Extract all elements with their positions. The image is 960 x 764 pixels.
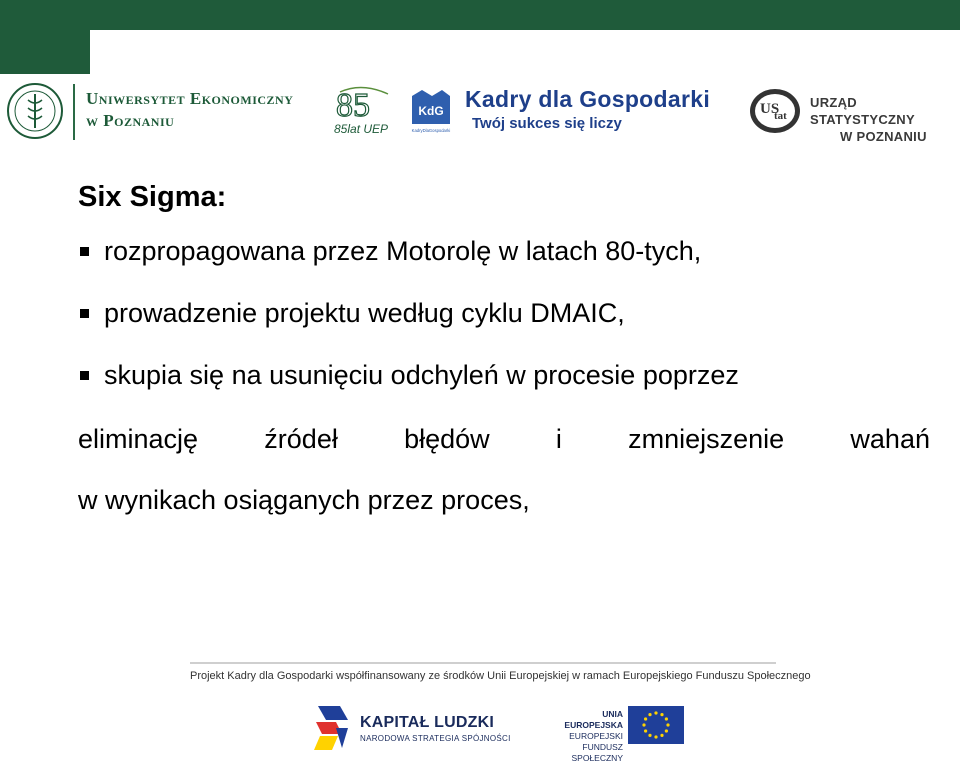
eu-star-icon	[644, 729, 647, 732]
eu-line3: FUNDUSZ SPOŁECZNY	[571, 742, 623, 763]
header-band	[0, 0, 960, 30]
eu-star-icon	[648, 734, 651, 737]
eu-star-icon	[665, 717, 668, 720]
bullet-continuation-line2: w wynikach osiąganych przez proces,	[78, 485, 530, 515]
eu-star-icon	[648, 713, 651, 716]
kapital-ludzki-logo-icon	[312, 698, 354, 754]
kdg-badge-subtext: KadryDlaGospodarki	[411, 128, 451, 133]
eu-star-icon	[654, 711, 657, 714]
eu-star-icon	[666, 723, 669, 726]
logo-row	[0, 74, 960, 146]
eu-star-icon	[644, 717, 647, 720]
statistics-office-line1: URZĄD STATYSTYCZNY	[810, 95, 915, 127]
eu-line1: UNIA EUROPEJSKA	[564, 709, 623, 730]
bullet-text: rozpropagowana przez Motorolę w latach 80-tych,	[104, 236, 702, 266]
word: wahań	[850, 424, 930, 454]
kdg-badge-text: KdG	[418, 104, 444, 118]
word: źródeł	[264, 424, 338, 454]
anniversary-text: 85lat UEP	[334, 122, 389, 136]
bullet-item	[78, 235, 930, 268]
word: i	[555, 424, 562, 454]
bullet-item	[78, 297, 930, 330]
eu-line2: EUROPEJSKI	[569, 731, 623, 741]
kapital-ludzki-title: KAPITAŁ LUDZKI	[360, 714, 495, 731]
anniversary-number: 85	[336, 87, 370, 124]
statistics-office-logo-icon	[748, 86, 802, 136]
kdg-logo-icon	[408, 86, 454, 136]
statistics-office-name	[810, 94, 960, 145]
project-title: Kadry dla Gospodarki	[465, 86, 711, 112]
eu-star-icon	[660, 734, 663, 737]
us-badge-text: US	[760, 101, 780, 117]
university-name-line1: Uniwersytet Ekonomiczny	[86, 89, 294, 108]
bullet-square-icon	[80, 247, 89, 256]
header-band-left	[0, 30, 90, 74]
eu-star-icon	[660, 713, 663, 716]
word: zmniejszenie	[628, 424, 785, 454]
footer-divider	[190, 662, 776, 664]
eu-star-icon	[665, 729, 668, 732]
university-name	[86, 88, 293, 132]
word: eliminację	[78, 424, 199, 454]
bullet-square-icon	[80, 309, 89, 318]
kapital-ludzki-subtitle: NARODOWA STRATEGIA SPÓJNOŚCI	[360, 734, 511, 743]
bullet-text: skupia się na usunięciu odchyleń w procesie poprzez	[104, 360, 739, 390]
bullet-square-icon	[80, 371, 89, 380]
eu-star-icon	[642, 723, 645, 726]
university-seal-icon	[6, 82, 64, 140]
logo-divider	[73, 84, 75, 140]
eu-star-icon	[654, 735, 657, 738]
bullet-text: prowadzenie projektu według cyklu DMAIC,	[104, 298, 625, 328]
slide-title: Six Sigma:	[78, 181, 227, 213]
word: błędów	[404, 424, 490, 454]
project-tagline: Twój sukces się liczy	[472, 115, 622, 132]
bullet-item	[78, 359, 930, 392]
bullet-list	[78, 235, 930, 421]
university-name-line2: w Poznaniu	[86, 111, 175, 130]
statistics-office-line2: W POZNANIU	[840, 129, 927, 144]
eu-flag-icon	[628, 706, 684, 744]
bullet-continuation-line1	[78, 423, 930, 456]
eu-label	[543, 709, 623, 764]
us-badge-subtext: tat	[774, 110, 787, 122]
header-band-cutout	[90, 30, 960, 74]
funding-note: Projekt Kadry dla Gospodarki współfinansowany ze środków Unii Europejskiej w ramach Europejskiego Funduszu Społecznego	[190, 670, 811, 682]
